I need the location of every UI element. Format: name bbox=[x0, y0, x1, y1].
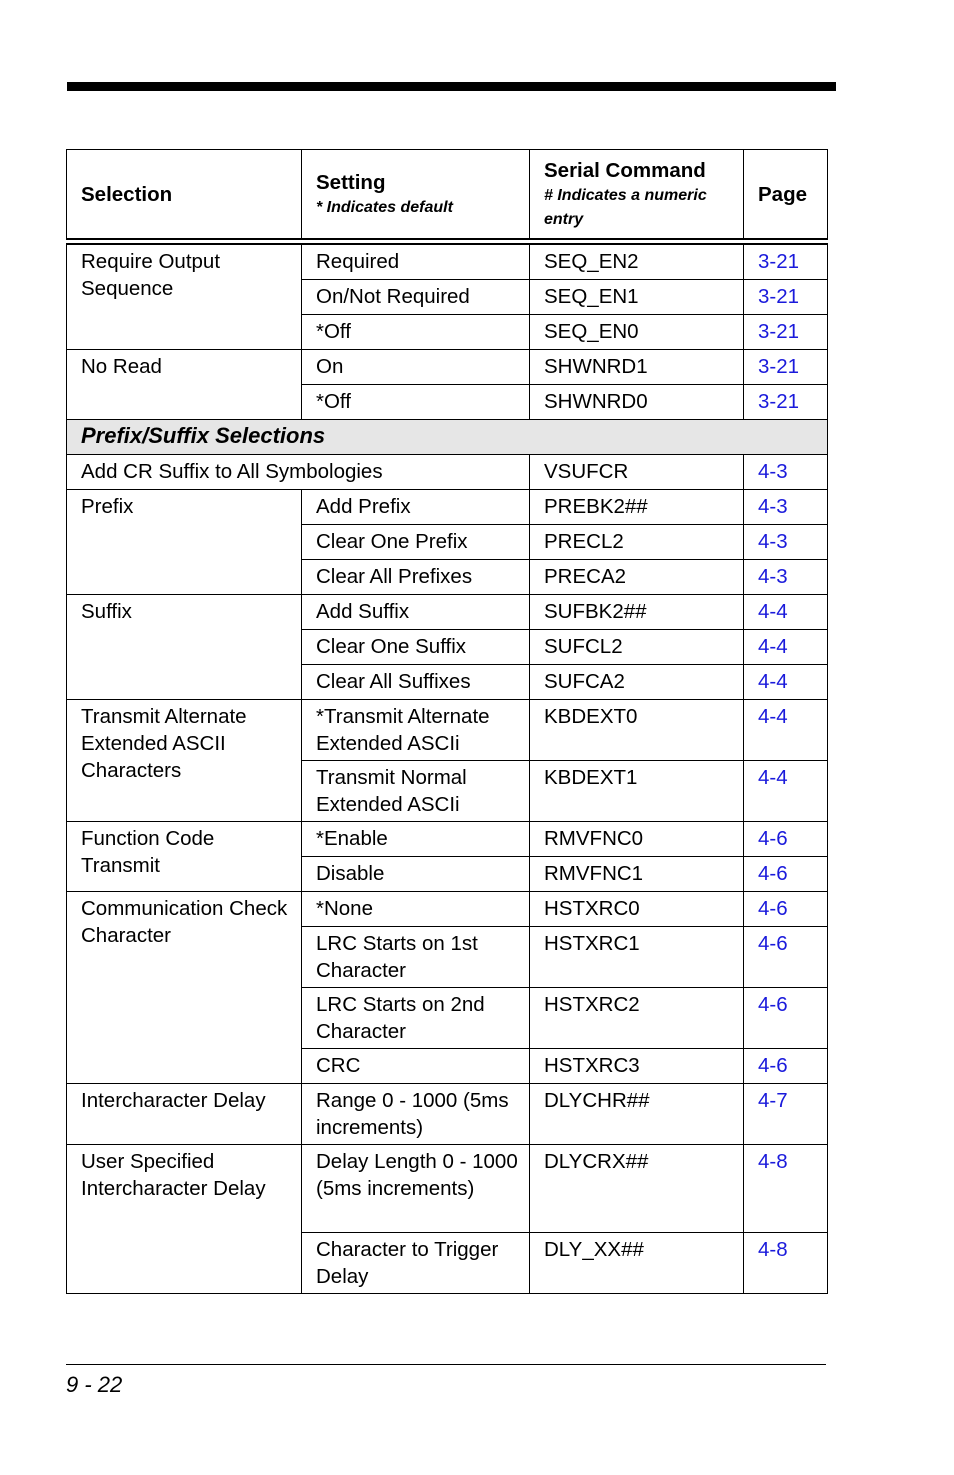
table-row bbox=[67, 892, 828, 927]
command-cell: SHWNRD0 bbox=[530, 385, 744, 420]
setting-cell: *None bbox=[302, 892, 530, 927]
page-link[interactable]: 4-4 bbox=[744, 700, 828, 761]
table-row bbox=[67, 595, 828, 630]
setting-cell: Delay Length 0 - 1000 (5ms increments) bbox=[302, 1145, 530, 1233]
command-table bbox=[66, 149, 828, 1294]
table-row bbox=[67, 1084, 828, 1145]
setting-cell: Clear All Suffixes bbox=[302, 665, 530, 700]
command-cell: SEQ_EN0 bbox=[530, 315, 744, 350]
header-setting: Setting * Indicates default bbox=[302, 150, 530, 242]
table-row bbox=[67, 822, 828, 857]
page-link[interactable]: 4-3 bbox=[744, 455, 828, 490]
footer-rule bbox=[66, 1364, 826, 1365]
setting-cell: Clear One Suffix bbox=[302, 630, 530, 665]
setting-cell: Transmit Normal Extended ASCIi bbox=[302, 761, 530, 822]
page-link[interactable]: 4-6 bbox=[744, 988, 828, 1049]
setting-cell: Disable bbox=[302, 857, 530, 892]
page-link[interactable]: 4-3 bbox=[744, 525, 828, 560]
table-row bbox=[67, 1145, 828, 1233]
page-link[interactable]: 4-6 bbox=[744, 1049, 828, 1084]
setting-cell: LRC Starts on 1st Character bbox=[302, 927, 530, 988]
setting-cell: *Off bbox=[302, 315, 530, 350]
command-cell: DLY_XX## bbox=[530, 1233, 744, 1294]
command-cell: RMVFNC0 bbox=[530, 822, 744, 857]
selection-cell: Require Output Sequence bbox=[67, 242, 302, 350]
page-link[interactable]: 4-4 bbox=[744, 595, 828, 630]
table-row bbox=[67, 350, 828, 385]
setting-cell: *Enable bbox=[302, 822, 530, 857]
page-link[interactable]: 3-21 bbox=[744, 350, 828, 385]
section-title: Prefix/Suffix Selections bbox=[67, 420, 828, 455]
page-link[interactable]: 3-21 bbox=[744, 280, 828, 315]
selection-cell: Transmit Alternate Extended ASCII Characters bbox=[67, 700, 302, 822]
setting-cell: Range 0 - 1000 (5ms increments) bbox=[302, 1084, 530, 1145]
command-cell: SHWNRD1 bbox=[530, 350, 744, 385]
setting-cell: Clear All Prefixes bbox=[302, 560, 530, 595]
setting-cell: Add Prefix bbox=[302, 490, 530, 525]
table-row bbox=[67, 455, 828, 490]
setting-cell: *Transmit Alternate Extended ASCIi bbox=[302, 700, 530, 761]
page-link[interactable]: 4-8 bbox=[744, 1145, 828, 1233]
selection-cell: Function Code Transmit bbox=[67, 822, 302, 892]
section-row bbox=[67, 420, 828, 455]
page-link[interactable]: 4-4 bbox=[744, 761, 828, 822]
table-row bbox=[67, 242, 828, 280]
command-cell: SUFCL2 bbox=[530, 630, 744, 665]
command-cell: HSTXRC3 bbox=[530, 1049, 744, 1084]
table-row bbox=[67, 490, 828, 525]
selection-cell: Communication Check Character bbox=[67, 892, 302, 1084]
setting-cell: *Off bbox=[302, 385, 530, 420]
setting-cell: Add Suffix bbox=[302, 595, 530, 630]
command-cell: SUFCA2 bbox=[530, 665, 744, 700]
selection-cell: Intercharacter Delay bbox=[67, 1084, 302, 1145]
command-cell: RMVFNC1 bbox=[530, 857, 744, 892]
top-rule bbox=[67, 82, 836, 91]
page-link[interactable]: 4-3 bbox=[744, 560, 828, 595]
header-serial-command: Serial Command # Indicates a numeric entry bbox=[530, 150, 744, 242]
command-cell: HSTXRC1 bbox=[530, 927, 744, 988]
page-link[interactable]: 4-4 bbox=[744, 630, 828, 665]
page-link[interactable]: 4-6 bbox=[744, 927, 828, 988]
setting-cell: Character to Trigger Delay bbox=[302, 1233, 530, 1294]
command-cell: DLYCHR## bbox=[530, 1084, 744, 1145]
command-cell: PRECA2 bbox=[530, 560, 744, 595]
selection-cell: Add CR Suffix to All Symbologies bbox=[67, 455, 530, 490]
page-link[interactable]: 3-21 bbox=[744, 242, 828, 280]
page-link[interactable]: 3-21 bbox=[744, 315, 828, 350]
table-row bbox=[67, 700, 828, 761]
selection-cell: No Read bbox=[67, 350, 302, 420]
setting-cell: Clear One Prefix bbox=[302, 525, 530, 560]
setting-cell: LRC Starts on 2nd Character bbox=[302, 988, 530, 1049]
page-link[interactable]: 4-6 bbox=[744, 892, 828, 927]
setting-cell: On/Not Required bbox=[302, 280, 530, 315]
command-cell: SEQ_EN2 bbox=[530, 242, 744, 280]
header-setting-note: * Indicates default bbox=[316, 198, 453, 216]
page-link[interactable]: 4-3 bbox=[744, 490, 828, 525]
selection-cell: Suffix bbox=[67, 595, 302, 700]
page-link[interactable]: 4-6 bbox=[744, 822, 828, 857]
page-link[interactable]: 4-4 bbox=[744, 665, 828, 700]
setting-cell: Required bbox=[302, 242, 530, 280]
command-cell: VSUFCR bbox=[530, 455, 744, 490]
header-selection: Selection bbox=[67, 150, 302, 242]
command-cell: PRECL2 bbox=[530, 525, 744, 560]
header-serial-note: # Indicates a numeric entry bbox=[544, 186, 707, 228]
command-cell: KBDEXT0 bbox=[530, 700, 744, 761]
setting-cell: On bbox=[302, 350, 530, 385]
header-row bbox=[67, 150, 828, 242]
command-cell: DLYCRX## bbox=[530, 1145, 744, 1233]
command-cell: SEQ_EN1 bbox=[530, 280, 744, 315]
command-cell: PREBK2## bbox=[530, 490, 744, 525]
page-number: 9 - 22 bbox=[66, 1372, 123, 1397]
setting-cell: CRC bbox=[302, 1049, 530, 1084]
page-link[interactable]: 4-6 bbox=[744, 857, 828, 892]
header-page: Page bbox=[744, 150, 828, 242]
page-link[interactable]: 4-8 bbox=[744, 1233, 828, 1294]
command-cell: SUFBK2## bbox=[530, 595, 744, 630]
selection-cell: User Specified Intercharacter Delay bbox=[67, 1145, 302, 1294]
command-cell: HSTXRC2 bbox=[530, 988, 744, 1049]
command-cell: KBDEXT1 bbox=[530, 761, 744, 822]
command-cell: HSTXRC0 bbox=[530, 892, 744, 927]
page-link[interactable]: 3-21 bbox=[744, 385, 828, 420]
selection-cell: Prefix bbox=[67, 490, 302, 595]
page-link[interactable]: 4-7 bbox=[744, 1084, 828, 1145]
